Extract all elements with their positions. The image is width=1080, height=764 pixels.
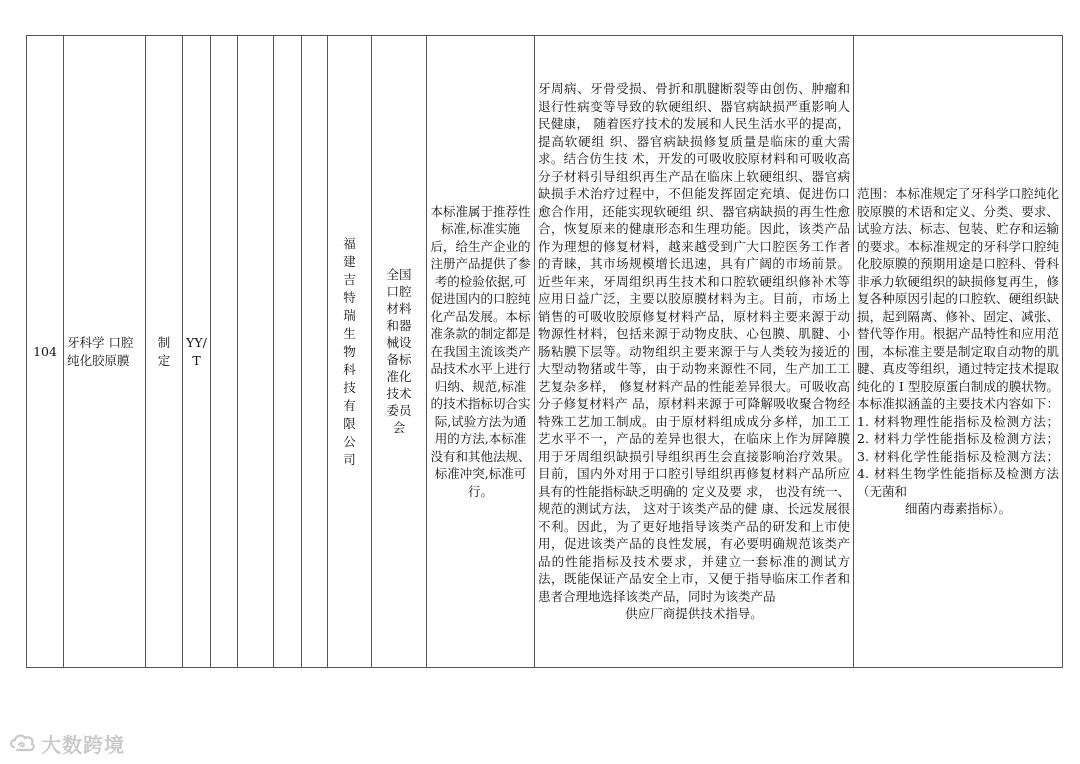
table-row (27, 36, 1063, 668)
watermark-text: 大数跨境 (41, 732, 125, 757)
scope-cell (854, 36, 1063, 668)
drafting-unit: 福建吉特瑞生物科技有限公司 (343, 235, 356, 467)
project-name: 牙科学 口腔纯化胶原膜 (64, 36, 146, 668)
row-number: 104 (27, 36, 64, 668)
type-value: 制定 (157, 334, 171, 368)
standards-table (26, 35, 1063, 668)
scope-text: 范围：本标准规定了牙科学口腔纯化胶原膜的术语和定义、分类、要求、试验方法、标志、包装、贮存和运输的要求。本标准规定的牙科学口腔纯化胶原膜的预期用途是口腔科、骨科非承力软硬组织的缺损修复再生，修复各种原因引起的口腔软、硬组织缺损，起到隔离、修补、固定、减张、替代等作用。根据产品特性和应用范围，本标准主要是制定取自动物的肌腱、真皮等组织，通过特定技术提取纯化的 I 型胶原蛋白制成的膜状物。本标准拟涵盖的主要技术内容如下：1. 材料物理性能指标及检测方法；2. 材料力学性能指标及检测方法；3. 材料化学性能指标及检测方法；4. 材料生物学性能指标及检测方法（无菌和 (857, 186, 1059, 499)
empty-cell (211, 36, 238, 668)
drafting-unit-cell (328, 36, 372, 668)
standard-type-value: YY/T (186, 335, 207, 368)
cloud-swirl-logo-icon (8, 728, 38, 758)
scope-text-end: 细菌内毒素指标）。 (904, 501, 1012, 517)
empty-cell (302, 36, 328, 668)
necessity-text-end: 供应厂商提供技术指导。 (625, 606, 763, 622)
type-cell (146, 36, 183, 668)
technical-committee-cell (372, 36, 427, 668)
watermark (8, 728, 125, 758)
necessity-cell (535, 36, 854, 668)
empty-cell (238, 36, 274, 668)
feasibility-text: 本标准属于推荐性标准,标准实施后，给生产企业的注册产品提供了参考的检验依据,可促进国内的口腔纯化产品发展。本标准条款的制定都是在我国主流该类产品技术水平上进行归纳、规范,标准的技术指标切合实 际,试验方法为通用的方法,本标准没有和其他法规、标准冲突,标准可行。 (427, 36, 535, 668)
standard-type-cell (183, 36, 211, 668)
technical-committee: 全国口腔材料和器械设备标准化技术委员会 (386, 267, 412, 436)
empty-cell (274, 36, 302, 668)
necessity-text: 牙周病、牙骨受损、骨折和肌腱断裂等由创伤、肿瘤和退行性病变等导致的软硬组织、器官病缺损严重影响人民健康， 随着医疗技术的发展和人民生活水平的提高，提高软硬组 织、器官病缺损修复质量是临床的重大需求。结合仿生技 术，开发的可吸收胶原材料和可吸收高分子材料引导组织再生产品在临床上软硬组织、器官病缺损手术治疗过程中，不但能发挥固定充填、促进伤口愈合作用，还能实现软硬组 织、器官病缺损的再生性愈合，恢复原来的健康形态和生理功能。因此，该类产品作为理想的修复材料，越来越受到广大口腔医务工作者的青睐，其市场规模增长迅速，具有广阔的市场前景。近些年来，牙周组织再生技术和口腔软硬组织修补术等应用日益广泛，主要以胶原膜材料为主。目前，市场上销售的可吸收胶原修复材料产品，原材料主要来源于动物源性材料，包括来源于动物皮肤、心包膜、肌腱、小肠粘膜下层等。动物组织主要来源于与人类较为接近的大型动物猪或牛等，由于动物来源性不同，生产加工工艺复杂多样， 修复材料产品的性能差异很大。可吸收高分子修复材料产 品，原材料来源于可降解吸收聚合物经特殊工艺加工制成。由于原材料组成成分多样，加工工艺水平不一，产品的差异也很大，在临床上作为屏障膜用于牙周组织缺损引导组织再生会直接影响治疗效果。目前，国内外对用于口腔引导组织再修复材料产品所应具有的性能指标缺乏明确的 定义及要 求， 也没有统一、规范的测试方法， 这对于该类产品的健 康、长远发展很不利。因此，为了更好地指导该类产品的研发和上市使用，促进该类产品的良性发展，有必要明确规范该类产品的性能指标及技术要求，并建立一套标准的测试方法，既能保证产品安全上市，又便于指导临床工作者和患者合理地选择该类产品，同时为该类产品 (538, 81, 850, 604)
